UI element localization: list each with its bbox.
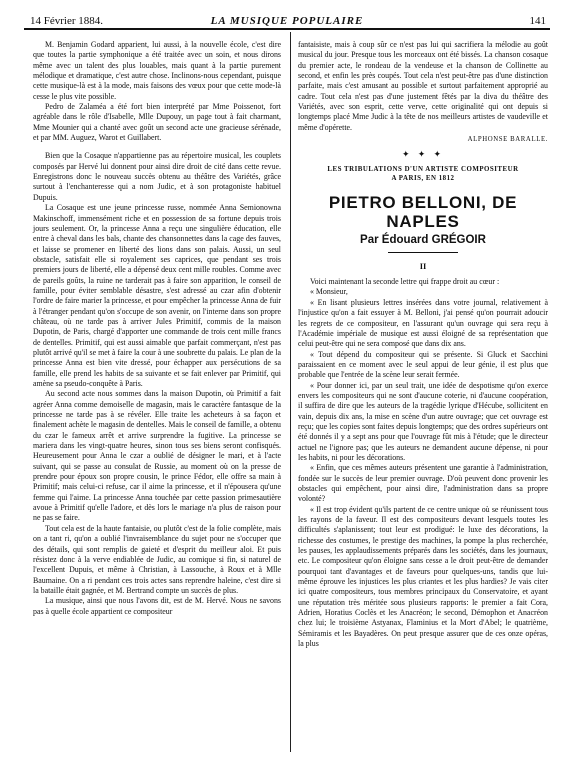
paragraph: « Il est trop évident qu'ils partent de ce centre unique où se réunissent tous les rayons de la faveur. Il est des compositeurs devant lesquels toutes les difficultés s'aplanissent; tout leur est prodigué: le luxe des décorations, la richesse des costumes, le prestige des machines, la pompe la plus recherchée, les pauses, les applaudissements préparés dans les sociétés, dans les journaux, etc. Le compositeur qu'on éloigne sans cesse a le droit peut-être de demander pourquoi tant d'avantages et de faveurs pour quelques-uns, tandis que lui-même éprouve les injustices les plus criantes et les plus hardies? Je vais citer ici quatre compositeurs, tous membres principaux du Conservatoire, et ayant une réputation très méritée sous plusieurs rapports: le premier a fait Cora, Adrien, Horatius Coclès et les Anacréon; le second, Démophon et Anacréon chez lui; le troisième Astyanax, Flaminius et la Mort d'Abel; le quatrième, Sémiramis et les Bayadères. On peut presque assurer que de ces onze opéras, la plus bbox=[298, 504, 548, 649]
header-rule bbox=[24, 28, 550, 30]
subheading-line: A PARIS, EN 1812 bbox=[391, 174, 455, 182]
section-number: II bbox=[419, 260, 427, 271]
article-title: PIETRO BELLONI, DE NAPLES bbox=[328, 192, 518, 231]
subheading-line: LES TRIBULATIONS D'UN ARTISTE COMPOSITEUR bbox=[327, 165, 519, 173]
journal-title: LA MUSIQUE POPULAIRE bbox=[210, 15, 364, 27]
ornament-divider: ✦ ✦ ✦ bbox=[401, 149, 445, 160]
paragraph: Pedro de Zalaméa a été fort bien interprété par Mme Poissenot, fort agréable dans le rôle d'Isabelle, Mlle Dupouy, un page tout à fait charmant, Mme Mounier qui a chanté avec goût un second acte une gracieuse sérénade, et par MM. Auguez, Warot et Guillabert. bbox=[33, 102, 281, 143]
paragraph: « Monsieur, bbox=[310, 287, 348, 297]
paragraph: « En lisant plusieurs lettres insérées dans votre journal, relativement à l'injustice qu'on a fait essuyer à M. Belloni, j'ai pensé qu'on pourrait adoucir les regrets de ce compositeur, en l'assurant qu'un ouvrage qui sera reçu à l'Académie impériale de musique est aussi éloigné de sa représentation que celui peut-être qui ne sera composé que dans dix ans. bbox=[298, 297, 548, 349]
paragraph: « Enfin, que ces mêmes auteurs présentent une garantie à l'administration, fondée sur le succès de leur premier ouvrage. D'où peuvent donc provenir les obstacles qui empêchent, pour ainsi dire, l'administration dans sa propre volonté? bbox=[298, 463, 548, 504]
paragraph: « Pour donner ici, par un seul trait, une idée de despotisme qu'on exerce envers les compositeurs qui ne sont d'aucune coterie, ni d'aucune coopération, il suffira de dire que les auteurs de la tragédie lyrique d'Hécube, sollicitent en vain, depuis dix ans, la mise en scène d'un autre ouvrage; que cet ouvrage est reçu; que les copies sont faites depuis longtemps; que des ordres supérieurs ont été donnés il y a sept ans pour que l'ouvrage fût mis à l'étude; que le directeur actuel ne l'ignore pas; que les auteurs ne demandent aucune dépense, ni pour les habits, ni pour les décorations. bbox=[298, 380, 548, 462]
paragraph: Tout cela est de la haute fantaisie, ou plutôt c'est de la folie complète, mais on a tant ri, qu'on a oublié l'invraisemblance du sujet pour ne s'occuper que des détails, qui sont remplis de gaieté et d'esprit du meilleur aloi. Et puis résistez donc à la verve endiablée de Judic, au comique si fin, si naturel de l'excellent Dupuis, et même à Christian, à Lassouche, à Roux et à Mlle Baumaine. On a ri pendant ces trois actes sans reprendre haleine, c'est dire si la bataille était gagnée, et M. Bertrand compte un succès de plus. bbox=[33, 523, 281, 595]
right-column bbox=[298, 40, 548, 650]
paragraph-gap bbox=[33, 143, 281, 151]
column-divider bbox=[290, 32, 291, 752]
title-rule bbox=[388, 252, 458, 253]
paragraph: fantaisiste, mais à coup sûr ce n'est pas lui qui sacrifiera la mélodie au goût musical du jour. Presque tous les morceaux ont été bissés. La chanson cosaque du premier acte, le rondeau de la vendeuse et la chanson de Collinette au second, et enfin les près coupés. Tout cela n'est peut-être pas d'une distinction parfaite, mais c'est amusant au possible et surtout parfaitement approprié au cadre. Tout cela n'est pas d'une justement fêtés par la diva du théâtre des Variétés, avec son esprit, cette verve, cette originalité qui ont depuis si longtemps placé Mme Judic à la tête de nos meilleurs artistes de vaudeville et même d'opérette. bbox=[298, 40, 548, 132]
article-byline: Par Édouard GRÉGOIR bbox=[360, 233, 486, 246]
issue-date: 14 Février 1884. bbox=[30, 15, 104, 27]
paragraph: « Tout dépend du compositeur qui se présente. Si Gluck et Sacchini paraissaient en ce moment avec le seul appui de leur génie, il est plus que probable que l'entrée de la scène leur serait fermée. bbox=[298, 349, 548, 380]
article-subheading bbox=[298, 165, 548, 183]
page-number: 141 bbox=[529, 15, 546, 27]
paragraph: La musique, ainsi que nous l'avons dit, est de M. Hervé. Nous ne savons pas à quelle école appartient ce compositeur bbox=[33, 596, 281, 616]
paragraph: Bien que la Cosaque n'appartienne pas au répertoire musical, les couplets composés par Hervé lui donnent pour ainsi dire droit de cité dans cette revue. Enregistrons donc le nouveau succès obtenu au théâtre des Variétés, grâce surtout à l'enchanteresse qui a nom Judic, et à son protagoniste habituel Dupuis. bbox=[33, 151, 281, 202]
paragraph: M. Benjamin Godard apparient, lui aussi, à la nouvelle école, c'est dire que toutes la partie symphonique a été traitée avec un soin, et nous dirons même avec un talent des plus louables, mais quant à la partie purement mélodique et dramatique, c'est autre chose. Inclinons-nous cependant, puisque cette musique-là est à la mode, mais faisons des vœux pour que cette mode-là cesse le plus vite possible. bbox=[33, 40, 281, 101]
left-column bbox=[33, 40, 281, 617]
page-header bbox=[24, 8, 550, 28]
paragraph: Voici maintenant la seconde lettre qui frappe droit au cœur : bbox=[310, 277, 500, 287]
paragraph: La Cosaque est une jeune princesse russe, nommée Anna Semionowna Makinschoff, immensément riche et en possession de sa fortune depuis trois jours seulement. Or, la princesse Anna a reçu une singulière éducation, elle entre à cheval dans les bals, chante des chansonnettes dans la cage des fauves, et laisse se promener en liberté des lions dans son palais. Aussi, un seul obstacle, satisfait elle si royalement ses caprices, que pendant ses trois premiers jours de liberté, elle a dépensé deux cent mille roubles. Comme avec de pareils goûts, la ruine ne tarderait pas à faire son apparition, le conseil de famille, pour éviter semblable désastre, s'est adressé au czar afin d'obtenir l'ordre de faire marier la princesse, et pour empêcher la princesse Anna de fuir à l'étranger pendant qu'on s'occupe de son avenir, on l'interne dans son propre château, où ne tarde pas à arriver Jules Primitif, commis de la maison Dupotin, de Paris, chargé d'apporter une commande de trois cent mille francs de dentelles. Primitif, qui est aussi aimable que parfait commerçant, n'est pas plutôt arrivé qu'il se met à faire la cour à une soubrette du palais. Le plan de la princesse Anna est bien vite dressé, pour échapper aux persécutions de sa famille, elle prend les habits de sa suivante et se fait enlever par Primitif, qui amène sa pseudo-conquête à Paris. bbox=[33, 203, 281, 388]
paragraph: Au second acte nous sommes dans la maison Dupotin, où Primitif a fait agréer Anna comme demoiselle de magasin, mais le caractère fantasque de la princesse ne tarde pas à se révéler. Elle traite les acheteurs à sa façon et finalement achète le magasin de dentelles. Mais le conseil de famille, a obtenu du czar le fameux arrêt et arrive surprendre la fugitive. La princesse se mariera dans les vingt-quatre heures, sinon tous ses biens seront confisqués. Heureusement pour Anna le czar a oublié de désigner le mari, et à l'acte suivant, qui se passe au consulat de Russie, au moment où on la presse de prendre pour époux son propre cousin, le prince Fédor, elle offre sa main à Primitif; mais celui-ci refuse, car il aime la princesse, et il n'épousera qu'une femme qui l'aime. La princesse Anna touchée par cette passion primesautière avoue à Primitif qu'elle l'adore, et dès lors le mariage n'a plus de raison pour ne pas se faire. bbox=[33, 389, 281, 523]
author-signature: ALPHONSE BARALLE. bbox=[467, 136, 548, 144]
